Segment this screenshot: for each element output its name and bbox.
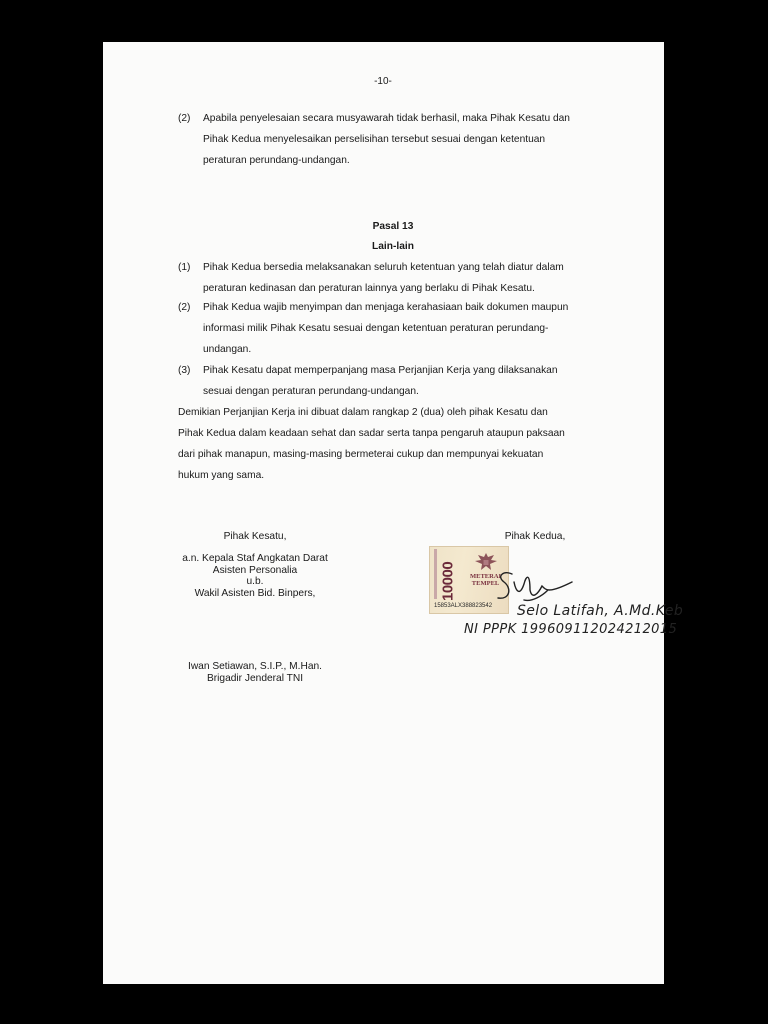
clause-13-title: Pasal 13: [372, 221, 414, 232]
closing-paragraph: [178, 402, 608, 486]
text-line: Apabila penyelesaian secara musyawarah tidak berhasil, maka Pihak Kesatu dan: [203, 113, 570, 124]
text-line: Pihak Kedua bersedia melaksanakan seluruh ketentuan yang telah diatur dalam: [203, 262, 564, 273]
first-party-heading: Pihak Kesatu,: [223, 531, 287, 542]
text-line: Pihak Kedua dalam keadaan sehat dan sadar serta tanpa pengaruh ataupun paksaan: [178, 428, 565, 439]
first-party-signatory: [155, 661, 355, 684]
text-line: Pihak Kedua wajib menyimpan dan menjaga kerahasiaan baik dokumen maupun: [203, 302, 569, 313]
text-line: hukum yang sama.: [178, 470, 265, 481]
text-line: informasi milik Pihak Kesatu sesuai dengan ketentuan peraturan perundang-: [203, 323, 549, 334]
text-line: Pihak Kesatu dapat memperpanjang masa Perjanjian Kerja yang dilaksanakan: [203, 365, 558, 376]
stamp-label-line: METERAI: [470, 573, 502, 580]
title-line: u.b.: [246, 576, 264, 587]
text-line: sesuai dengan peraturan perundang-undangan.: [203, 386, 419, 397]
clause-13-item-1-text: [203, 257, 608, 299]
text-line: Pihak Kedua menyelesaikan perselisihan tersebut sesuai dengan ketentuan: [203, 134, 546, 145]
clause-13-item-1-number: (1): [178, 262, 191, 273]
text-line: dari pihak manapun, masing-masing bermeterai cukup dan mempunyai kekuatan: [178, 449, 544, 460]
title-line: Asisten Personalia: [212, 564, 298, 576]
title-line: a.n. Kepala Staf Angkatan Darat: [182, 553, 328, 564]
clause-13-item-2-text: [203, 297, 608, 360]
signatory-rank: Brigadir Jenderal TNI: [206, 672, 304, 684]
second-party-heading: Pihak Kedua,: [504, 531, 566, 542]
text-line: peraturan perundang-undangan.: [203, 155, 350, 166]
stamp-serial: 15853ALX388823542: [434, 603, 493, 609]
text-line: undangan.: [203, 344, 252, 355]
second-party-handwritten-name: Selo Latifah, A.Md.Keb: [517, 603, 684, 619]
stamp-value: 10000: [439, 561, 457, 601]
title-line: Wakil Asisten Bid. Binpers,: [194, 587, 316, 599]
signatory-name: Iwan Setiawan, S.I.P., M.Han.: [187, 661, 322, 672]
stamp-label-line: TEMPEL: [471, 579, 500, 587]
text-line: Demikian Perjanjian Kerja ini dibuat dalam rangkap 2 (dua) oleh pihak Kesatu dan: [178, 407, 548, 418]
clause-13-item-2-number: (2): [178, 302, 191, 313]
clause-13-item-3-text: [203, 360, 608, 402]
first-party-title-block: [155, 553, 355, 599]
document-page: [103, 42, 664, 984]
clause-13-item-3-number: (3): [178, 365, 191, 376]
clause-12-item-2-text: [203, 108, 608, 171]
page-number: -10-: [374, 76, 392, 87]
text-line: peraturan kedinasan dan peraturan lainnya yang berlaku di Pihak Kesatu.: [203, 283, 535, 294]
second-party-handwritten-nip: NI PPPK 199609112024212015: [464, 622, 678, 637]
clause-13-subtitle: Lain-lain: [372, 241, 414, 252]
clause-12-item-2-number: (2): [178, 113, 191, 124]
